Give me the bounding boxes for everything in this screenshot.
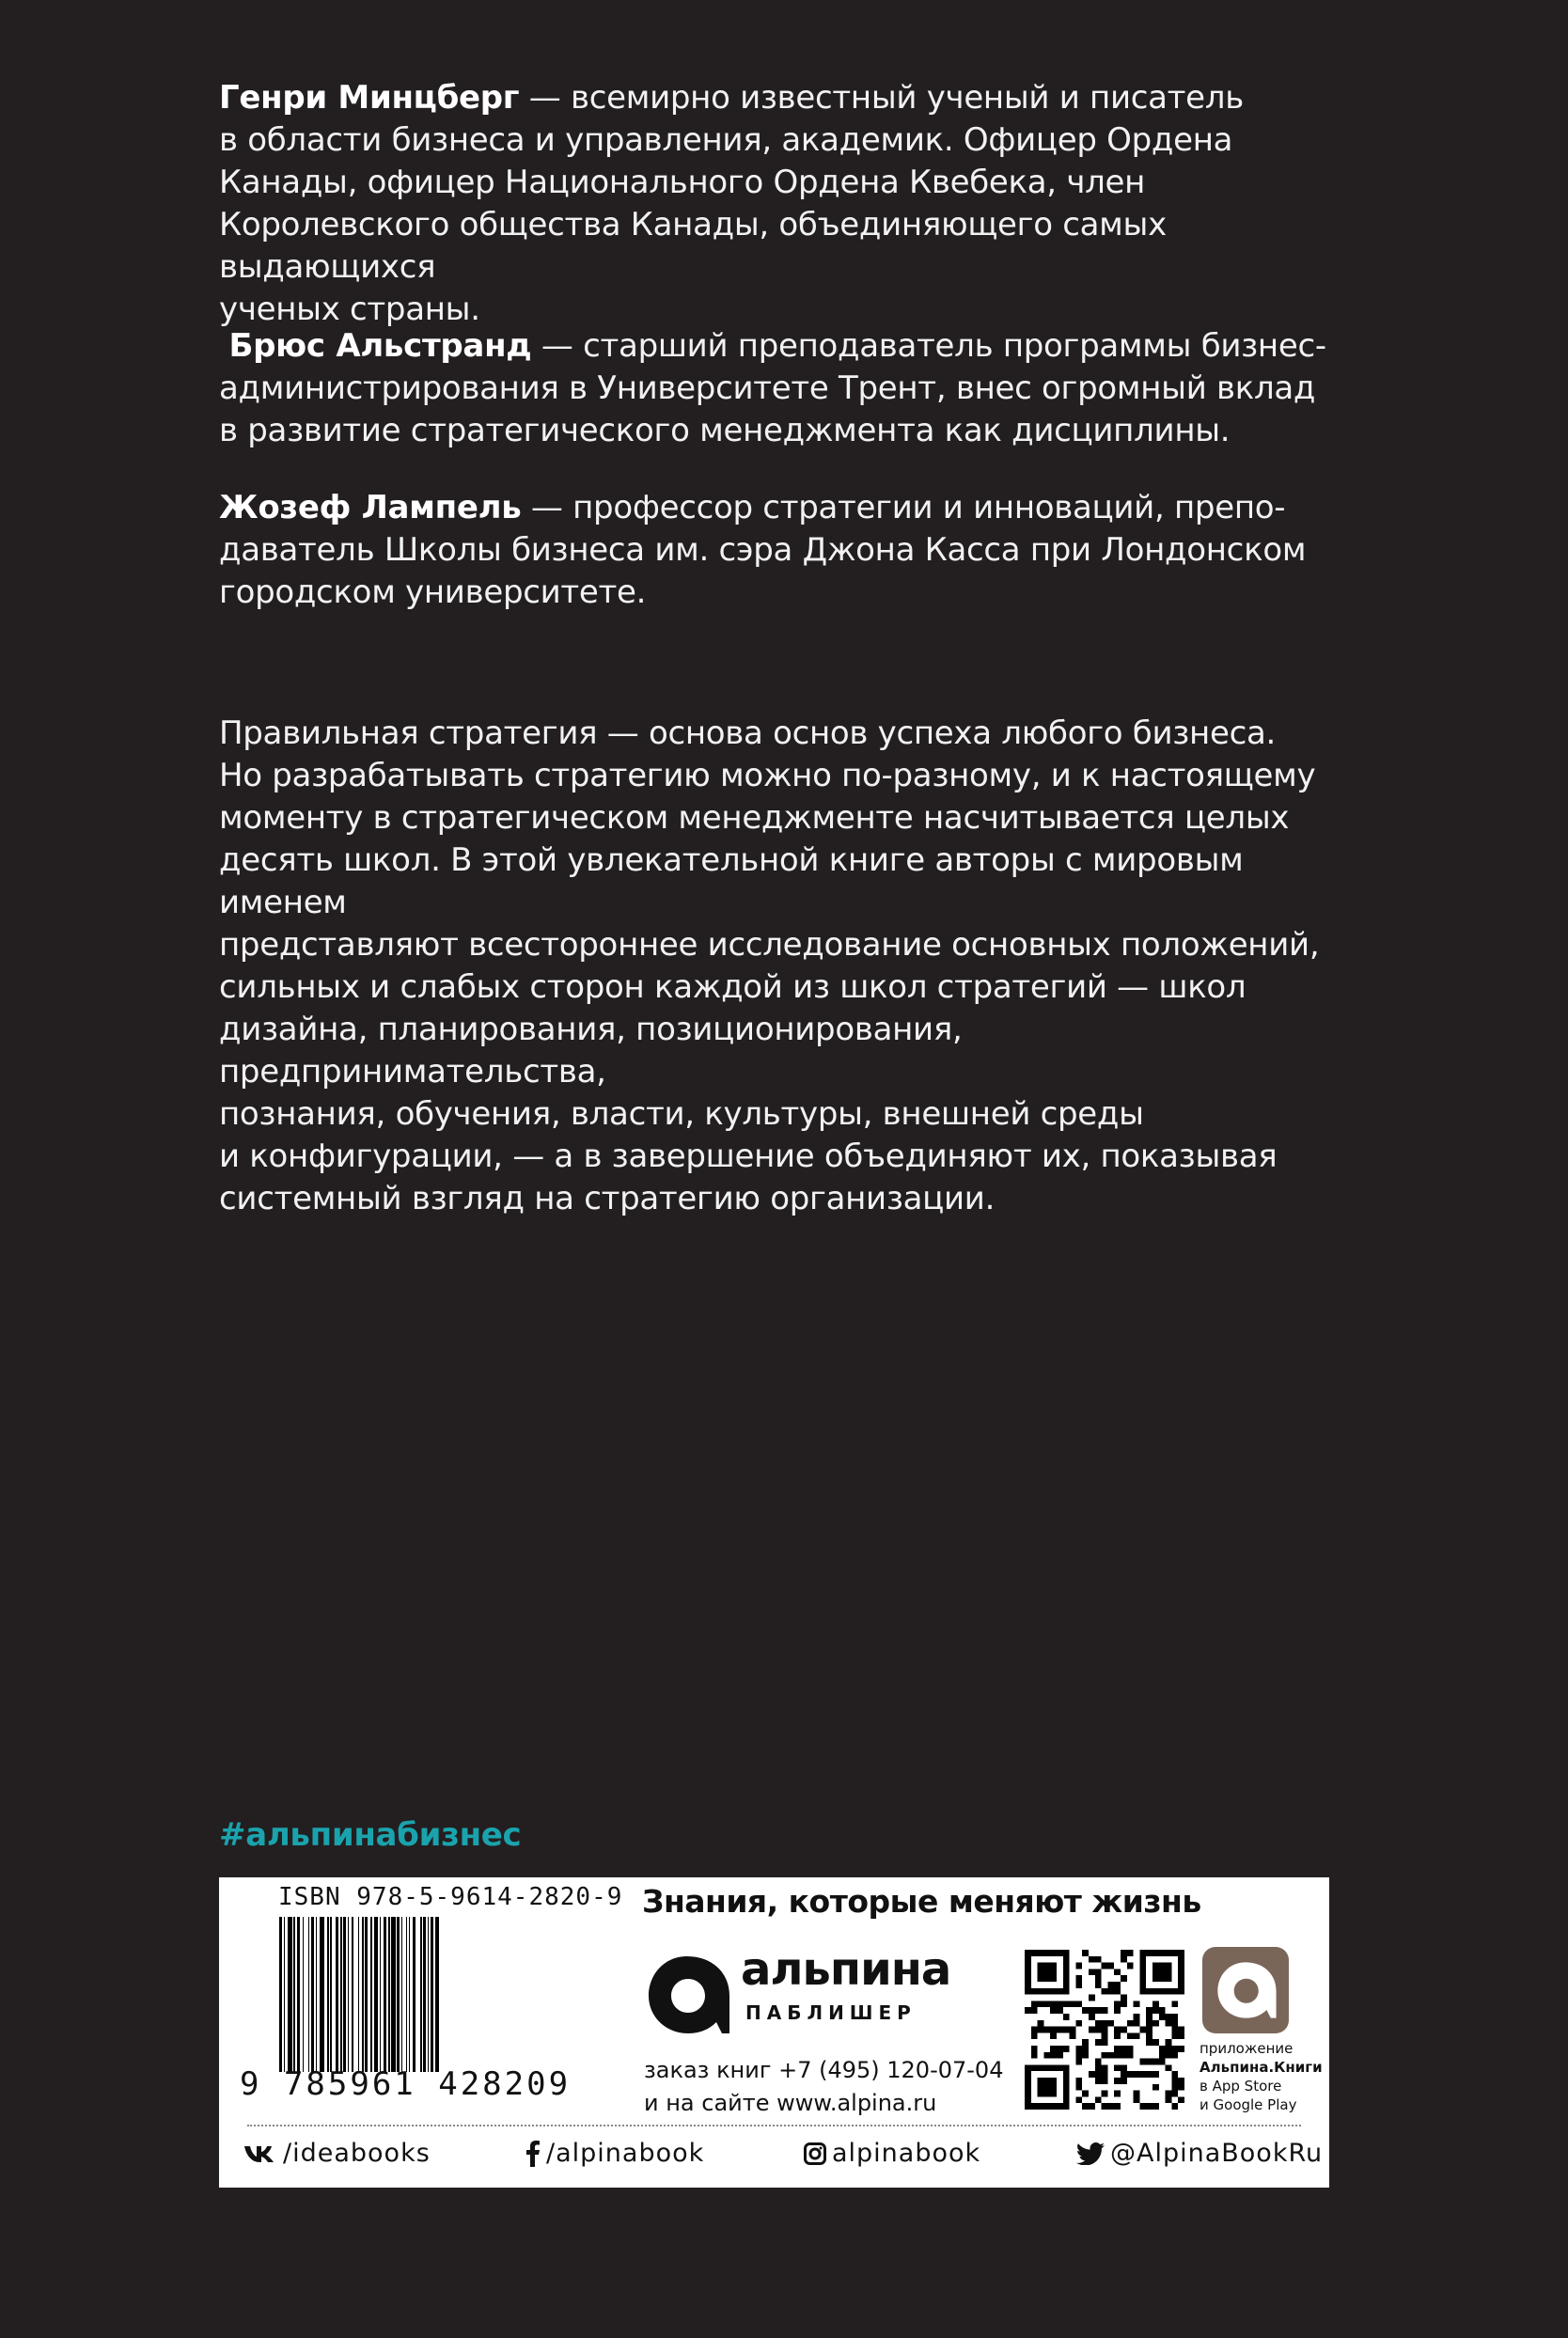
- qr-module: [1159, 2007, 1166, 2014]
- qr-module: [1089, 2027, 1095, 2033]
- qr-module: [1057, 2001, 1063, 2007]
- qr-module: [1114, 2001, 1121, 2007]
- qr-module: [1038, 2020, 1044, 2027]
- qr-module: [1139, 2027, 1146, 2033]
- qr-module: [1114, 2007, 1121, 2014]
- app-info: приложение Альпина.Книги в App Store и Google Play: [1200, 2040, 1323, 2113]
- qr-module: [1171, 2032, 1178, 2039]
- qr-module: [1050, 2032, 1057, 2039]
- qr-module: [1095, 1975, 1102, 1982]
- qr-module: [1146, 2020, 1152, 2027]
- qr-module: [1121, 2071, 1127, 2078]
- qr-module: [1102, 2007, 1108, 2014]
- alpina-books-app-icon[interactable]: [1202, 1947, 1289, 2033]
- qr-module: [1114, 1982, 1121, 1988]
- qr-module: [1121, 2027, 1127, 2033]
- author-bio-ahlstrand: Брюс Альстранд — старший преподаватель программы бизнес- администрирования в Университете Трент, внес огромный вклад в развитие стратегического менеджмента как дисциплины.: [219, 327, 1326, 449]
- qr-module: [1127, 1950, 1134, 1956]
- author-name: Брюс Альстранд: [228, 327, 532, 365]
- hashtag[interactable]: #альпинабизнес: [219, 1816, 522, 1854]
- qr-module: [1038, 2078, 1057, 2096]
- qr-module: [1178, 2027, 1184, 2033]
- qr-module: [1038, 2001, 1044, 2007]
- qr-module: [1166, 2014, 1172, 2020]
- qr-module: [1159, 2046, 1166, 2052]
- qr-module: [1139, 2059, 1146, 2065]
- qr-module: [1146, 2032, 1152, 2039]
- qr-module: [1089, 2014, 1095, 2020]
- qr-module: [1031, 2046, 1038, 2052]
- qr-module: [1134, 2014, 1140, 2020]
- qr-module: [1171, 2084, 1178, 2091]
- qr-module: [1166, 2052, 1172, 2059]
- qr-module: [1171, 2020, 1178, 2027]
- qr-module: [1102, 2039, 1108, 2046]
- facebook-icon: [525, 2141, 541, 2167]
- instagram-icon: [804, 2142, 826, 2165]
- barcode-digits: 9 785961 428209: [240, 2065, 572, 2103]
- qr-module: [1166, 2020, 1172, 2027]
- qr-module: [1127, 2020, 1134, 2027]
- qr-module: [1075, 1975, 1082, 1982]
- qr-module: [1178, 2078, 1184, 2084]
- qr-module: [1107, 1988, 1114, 1995]
- qr-module: [1089, 2007, 1095, 2014]
- qr-module: [1139, 2071, 1146, 2078]
- qr-module: [1134, 2001, 1140, 2007]
- qr-module: [1146, 2039, 1152, 2046]
- qr-module: [1159, 2014, 1166, 2020]
- qr-module: [1095, 2096, 1102, 2103]
- qr-module: [1171, 2091, 1178, 2097]
- qr-module: [1095, 1982, 1102, 1988]
- qr-module: [1171, 2103, 1178, 2110]
- qr-module: [1107, 2052, 1114, 2059]
- qr-module: [1152, 1963, 1171, 1982]
- qr-module: [1102, 1963, 1108, 1969]
- qr-module: [1095, 2007, 1102, 2014]
- qr-module: [1038, 2027, 1044, 2033]
- qr-module: [1082, 2052, 1089, 2059]
- qr-module: [1152, 2103, 1159, 2110]
- qr-module: [1134, 2091, 1140, 2097]
- qr-module: [1075, 2046, 1082, 2052]
- qr-module: [1095, 2064, 1102, 2071]
- qr-module: [1134, 2032, 1140, 2039]
- qr-module: [1152, 2071, 1159, 2078]
- qr-module: [1089, 1995, 1095, 2001]
- qr-module: [1166, 2039, 1172, 2046]
- qr-module: [1171, 2052, 1178, 2059]
- qr-module: [1121, 1956, 1127, 1963]
- qr-module: [1057, 2007, 1063, 2014]
- qr-module: [1057, 2052, 1063, 2059]
- qr-module: [1139, 2103, 1146, 2110]
- qr-module: [1171, 2046, 1178, 2052]
- qr-module: [1095, 2078, 1102, 2084]
- qr-module: [1107, 2103, 1114, 2110]
- qr-module: [1121, 2052, 1127, 2059]
- qr-module: [1159, 2059, 1166, 2065]
- social-facebook[interactable]: /alpinabook: [525, 2139, 704, 2168]
- divider: [247, 2125, 1301, 2126]
- qr-module: [1031, 2007, 1038, 2014]
- qr-module: [1050, 2027, 1057, 2033]
- qr-module: [1102, 2064, 1108, 2071]
- qr-module: [1070, 2032, 1076, 2039]
- qr-module: [1050, 2046, 1057, 2052]
- qr-module: [1075, 2020, 1082, 2027]
- qr-module: [1127, 2052, 1134, 2059]
- qr-module: [1089, 2071, 1095, 2078]
- qr-module: [1121, 2078, 1127, 2084]
- qr-module: [1102, 2103, 1108, 2110]
- social-twitter[interactable]: @AlpinaBookRu: [1076, 2139, 1323, 2168]
- qr-module: [1114, 2052, 1121, 2059]
- qr-module: [1159, 2052, 1166, 2059]
- qr-module: [1171, 2014, 1178, 2020]
- qr-code[interactable]: [1025, 1950, 1184, 2110]
- qr-module: [1114, 1988, 1121, 1995]
- qr-module: [1070, 2001, 1076, 2007]
- qr-module: [1121, 1950, 1127, 1956]
- vk-icon: [243, 2143, 277, 2164]
- qr-module: [1134, 2071, 1140, 2078]
- author-name: Генри Минцберг: [219, 79, 520, 117]
- qr-module: [1102, 1988, 1108, 1995]
- qr-module: [1057, 2046, 1063, 2052]
- publisher-slogan: Знания, которые меняют жизнь: [642, 1883, 1201, 1920]
- qr-module: [1102, 2032, 1108, 2039]
- qr-module: [1121, 2046, 1127, 2052]
- qr-module: [1063, 2027, 1070, 2033]
- qr-module: [1121, 1975, 1127, 1982]
- qr-module: [1102, 2078, 1108, 2084]
- qr-module: [1171, 2078, 1178, 2084]
- qr-module: [1095, 1956, 1102, 1963]
- qr-module: [1114, 2027, 1121, 2033]
- qr-module: [1114, 2064, 1121, 2071]
- publisher-name: альпина: [741, 1943, 951, 1996]
- qr-module: [1102, 2020, 1108, 2027]
- qr-module: [1102, 2071, 1108, 2078]
- qr-module: [1171, 2027, 1178, 2033]
- qr-module: [1102, 2091, 1108, 2097]
- qr-module: [1146, 2014, 1152, 2020]
- qr-module: [1127, 2046, 1134, 2052]
- qr-module: [1089, 1969, 1095, 1975]
- qr-module: [1114, 1969, 1121, 1975]
- qr-module: [1057, 2027, 1063, 2033]
- qr-module: [1114, 2091, 1121, 2097]
- qr-module: [1152, 2059, 1159, 2065]
- qr-module: [1075, 1963, 1082, 1969]
- qr-module: [1095, 2039, 1102, 2046]
- qr-module: [1031, 2032, 1038, 2039]
- qr-module: [1025, 2007, 1031, 2014]
- qr-module: [1107, 1982, 1114, 1988]
- qr-module: [1095, 1969, 1102, 1975]
- qr-module: [1114, 2046, 1121, 2052]
- qr-module: [1082, 2046, 1089, 2052]
- qr-module: [1050, 2007, 1057, 2014]
- qr-module: [1146, 2027, 1152, 2033]
- barcode: [279, 1917, 608, 2072]
- qr-module: [1031, 2052, 1038, 2059]
- qr-module: [1121, 2064, 1127, 2071]
- qr-module: [1095, 2020, 1102, 2027]
- qr-module: [1095, 2059, 1102, 2065]
- qr-module: [1075, 2078, 1082, 2084]
- qr-module: [1178, 2096, 1184, 2103]
- qr-module: [1127, 1963, 1134, 1969]
- order-info: заказ книг +7 (495) 120-07-04 и на сайте www.alpina.ru: [644, 2057, 1004, 2116]
- qr-module: [1127, 2032, 1134, 2039]
- qr-module: [1031, 2027, 1038, 2033]
- qr-module: [1171, 2001, 1178, 2007]
- qr-module: [1075, 2059, 1082, 2065]
- qr-module: [1171, 2071, 1178, 2078]
- author-bio-lampel: Жозеф Лампель — профессор стратегии и инноваций, препо- даватель Школы бизнеса им. сэра Джона Касса при Лондонском городском университете.: [219, 489, 1307, 611]
- qr-module: [1121, 1995, 1127, 2001]
- qr-module: [1152, 2039, 1159, 2046]
- qr-module: [1166, 2091, 1172, 2097]
- qr-module: [1146, 2007, 1152, 2014]
- qr-module: [1178, 2084, 1184, 2091]
- isbn-label: ISBN 978-5-9614-2820-9: [278, 1883, 623, 1911]
- social-vk[interactable]: /ideabooks: [243, 2139, 431, 2168]
- qr-module: [1043, 2052, 1050, 2059]
- qr-module: [1166, 2096, 1172, 2103]
- qr-module: [1114, 2078, 1121, 2084]
- qr-module: [1050, 2052, 1057, 2059]
- qr-module: [1134, 2020, 1140, 2027]
- qr-module: [1121, 2001, 1127, 2007]
- app-logo-icon: [1214, 1958, 1278, 2022]
- qr-module: [1082, 2039, 1089, 2046]
- qr-module: [1075, 2052, 1082, 2059]
- qr-module: [1082, 2103, 1089, 2110]
- qr-module: [1082, 2091, 1089, 2097]
- qr-module: [1152, 2001, 1159, 2007]
- qr-module: [1063, 2001, 1070, 2007]
- qr-module: [1070, 2027, 1076, 2033]
- qr-module: [1075, 2001, 1082, 2007]
- qr-module: [1107, 2020, 1114, 2027]
- qr-module: [1075, 1982, 1082, 1988]
- author-bio-mintzberg: Генри Минцберг — всемирно известный ученый и писатель в области бизнеса и управления, академик. Офицер Ордена Канады, офицер Национального Ордена Квебека, член Королевского общества Канады, объединяющего самых выдающихся ученых страны.: [219, 79, 1244, 328]
- qr-module: [1114, 2032, 1121, 2039]
- qr-module: [1107, 1963, 1114, 1969]
- qr-module: [1152, 2007, 1159, 2014]
- qr-module: [1178, 2032, 1184, 2039]
- qr-module: [1089, 1956, 1095, 1963]
- qr-module: [1050, 2001, 1057, 2007]
- qr-module: [1134, 2096, 1140, 2103]
- qr-module: [1152, 2020, 1159, 2027]
- qr-module: [1127, 2071, 1134, 2078]
- author-name: Жозеф Лампель: [219, 489, 522, 526]
- qr-module: [1152, 2084, 1159, 2091]
- qr-module: [1043, 2001, 1050, 2007]
- qr-module: [1146, 2071, 1152, 2078]
- qr-module: [1089, 2103, 1095, 2110]
- qr-module: [1095, 2071, 1102, 2078]
- qr-module: [1166, 2064, 1172, 2071]
- qr-module: [1178, 2046, 1184, 2052]
- qr-module: [1146, 2059, 1152, 2065]
- qr-module: [1146, 2103, 1152, 2110]
- qr-module: [1082, 2007, 1089, 2014]
- book-description: Правильная стратегия — основа основ успеха любого бизнеса. Но разрабатывать стратегию можно по-разному, и к настоящему моменту в стратегическом менеджменте насчитывается целых десять школ. В этой увлекательной книге авторы с мировым именем представляют всестороннее исследование основных положений, сильных и слабых сторон каждой из школ стратегий — школ дизайна, планирования, позиционирования, предпринимательства, познания, обучения, власти, культуры, внешней среды и конфигурации, — а в завершение объединяют их, показывая системный взгляд на стратегию организации.: [219, 714, 1320, 1217]
- social-instagram[interactable]: alpinabook: [804, 2139, 980, 2168]
- qr-module: [1102, 2052, 1108, 2059]
- qr-module: [1102, 2027, 1108, 2033]
- qr-module: [1063, 2046, 1070, 2052]
- qr-module: [1038, 1963, 1057, 1982]
- publisher-subtitle: ПАБЛИШЕР: [745, 2001, 917, 2024]
- qr-module: [1075, 2084, 1082, 2091]
- qr-module: [1082, 1950, 1089, 1956]
- twitter-icon: [1076, 2142, 1105, 2165]
- publisher-panel: [219, 1877, 1329, 2188]
- qr-module: [1166, 2046, 1172, 2052]
- qr-module: [1114, 2103, 1121, 2110]
- alpina-logo-icon: [643, 1951, 731, 2039]
- barcode-bar: [439, 1917, 442, 2072]
- qr-module: [1095, 2027, 1102, 2033]
- qr-module: [1031, 2001, 1038, 2007]
- qr-module: [1075, 2096, 1082, 2103]
- qr-module: [1063, 2014, 1070, 2020]
- qr-module: [1043, 2027, 1050, 2033]
